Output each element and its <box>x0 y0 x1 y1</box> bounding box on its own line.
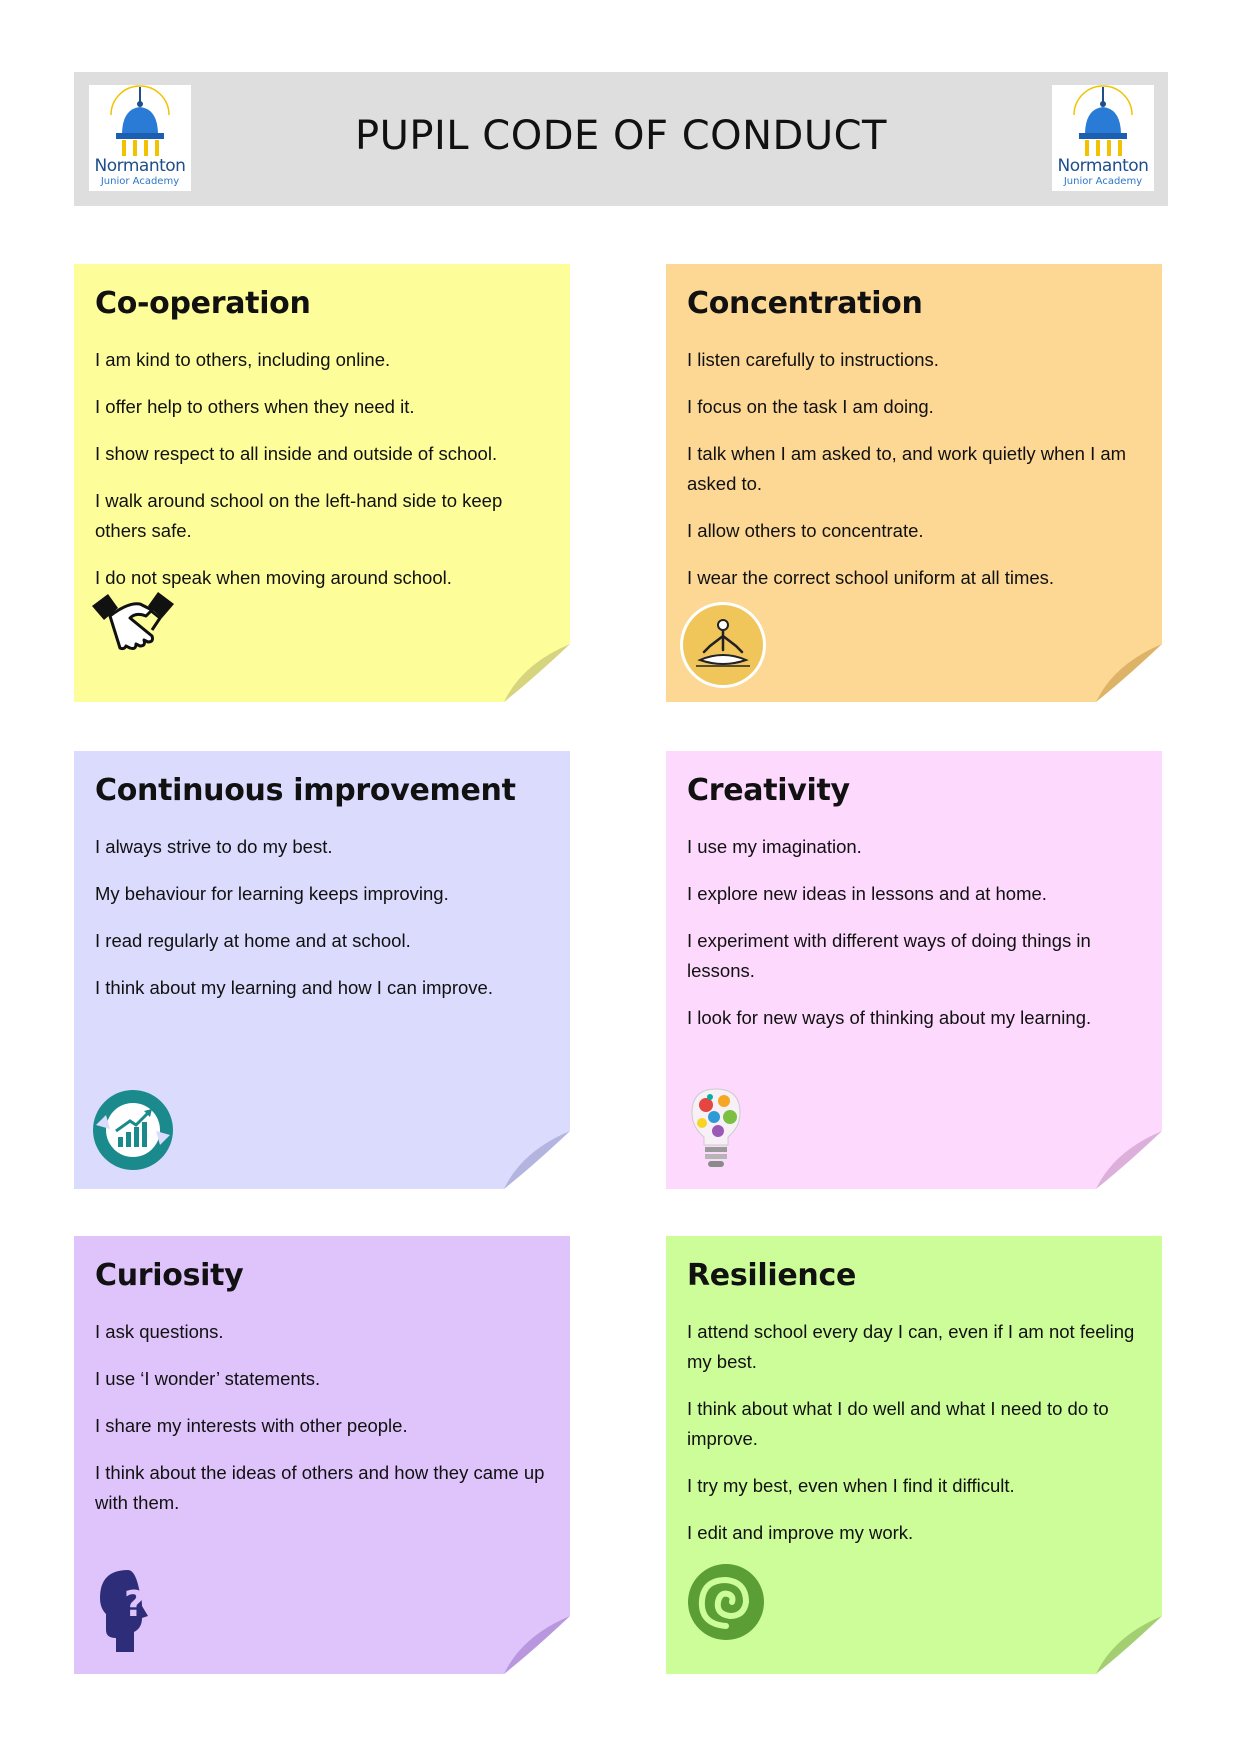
card-statement: I allow others to concentrate. <box>687 520 924 541</box>
logo-school-subtitle: Junior Academy <box>1063 176 1143 187</box>
card-statement-list <box>687 1317 1140 1548</box>
school-logo-right <box>1052 85 1154 191</box>
card-statement-list <box>95 832 548 1003</box>
card-statement: I use my imagination. <box>687 836 862 857</box>
logo-school-name: Normanton <box>1057 156 1149 176</box>
page-curl-decoration <box>504 1616 570 1674</box>
card-title: Concentration <box>687 286 923 321</box>
card-statement: I edit and improve my work. <box>687 1522 914 1543</box>
card-statement: I always strive to do my best. <box>95 836 333 857</box>
card-statement: I offer help to others when they need it. <box>95 396 415 417</box>
page-curl-decoration <box>504 1131 570 1189</box>
card-statement: I use ‘I wonder’ statements. <box>95 1368 321 1389</box>
card-title: Continuous improvement <box>95 773 516 808</box>
card-statement-list <box>95 345 548 593</box>
card-statement: I show respect to all inside and outside of school. <box>95 443 498 464</box>
page-curl-decoration <box>1096 1131 1162 1189</box>
card-creativity <box>666 751 1162 1189</box>
card-statement: I think about the ideas of others and how they came up with them. <box>95 1462 545 1513</box>
lightbulb-gears-icon <box>686 1085 776 1175</box>
page-curl-decoration <box>1096 644 1162 702</box>
card-curiosity <box>74 1236 570 1674</box>
card-statement: I think about what I do well and what I need to do to improve. <box>687 1398 1109 1449</box>
page-curl-decoration <box>1096 1616 1162 1674</box>
card-cooperation <box>74 264 570 702</box>
card-title: Curiosity <box>95 1258 244 1293</box>
card-statement: I am kind to others, including online. <box>95 349 391 370</box>
head-question-icon <box>94 1566 184 1656</box>
svg-text:?: ? <box>124 1584 145 1625</box>
card-statement: I share my interests with other people. <box>95 1415 408 1436</box>
card-continuous-improvement <box>74 751 570 1189</box>
card-statement: I experiment with different ways of doing things in lessons. <box>687 930 1091 981</box>
card-statement: I explore new ideas in lessons and at home. <box>687 883 1047 904</box>
card-statement: I walk around school on the left-hand side to keep others safe. <box>95 490 503 541</box>
card-statement: I ask questions. <box>95 1321 224 1342</box>
spiral-icon <box>686 1562 776 1652</box>
card-statement: I read regularly at home and at school. <box>95 930 411 951</box>
card-statement-list <box>687 345 1140 593</box>
card-statement: I do not speak when moving around school. <box>95 567 452 588</box>
card-statement: I focus on the task I am doing. <box>687 396 934 417</box>
handshake-icon <box>88 584 178 674</box>
card-statement: I talk when I am asked to, and work quietly when I am asked to. <box>687 443 1127 494</box>
card-statement: My behaviour for learning keeps improving. <box>95 883 449 904</box>
growth-cycle-icon <box>88 1085 178 1175</box>
card-resilience <box>666 1236 1162 1674</box>
card-title: Co-operation <box>95 286 311 321</box>
card-statement-list <box>95 1317 548 1518</box>
page-curl-decoration <box>504 644 570 702</box>
logo-school-subtitle: Junior Academy <box>100 176 180 187</box>
card-statement: I listen carefully to instructions. <box>687 349 939 370</box>
card-statement: I attend school every day I can, even if I am not feeling my best. <box>687 1321 1135 1372</box>
page-title: PUPIL CODE OF CONDUCT <box>354 113 887 159</box>
header-banner <box>74 72 1168 206</box>
card-statement: I think about my learning and how I can improve. <box>95 977 493 998</box>
card-concentration <box>666 264 1162 702</box>
card-statement: I look for new ways of thinking about my learning. <box>687 1007 1092 1028</box>
school-dome-icon <box>1052 85 1154 159</box>
logo-school-name: Normanton <box>94 156 186 176</box>
card-title: Resilience <box>687 1258 856 1293</box>
card-statement-list <box>687 832 1140 1033</box>
card-title: Creativity <box>687 773 850 808</box>
card-statement: I try my best, even when I find it difficult. <box>687 1475 1015 1496</box>
meditation-icon <box>678 600 768 690</box>
card-statement: I wear the correct school uniform at all times. <box>687 567 1055 588</box>
